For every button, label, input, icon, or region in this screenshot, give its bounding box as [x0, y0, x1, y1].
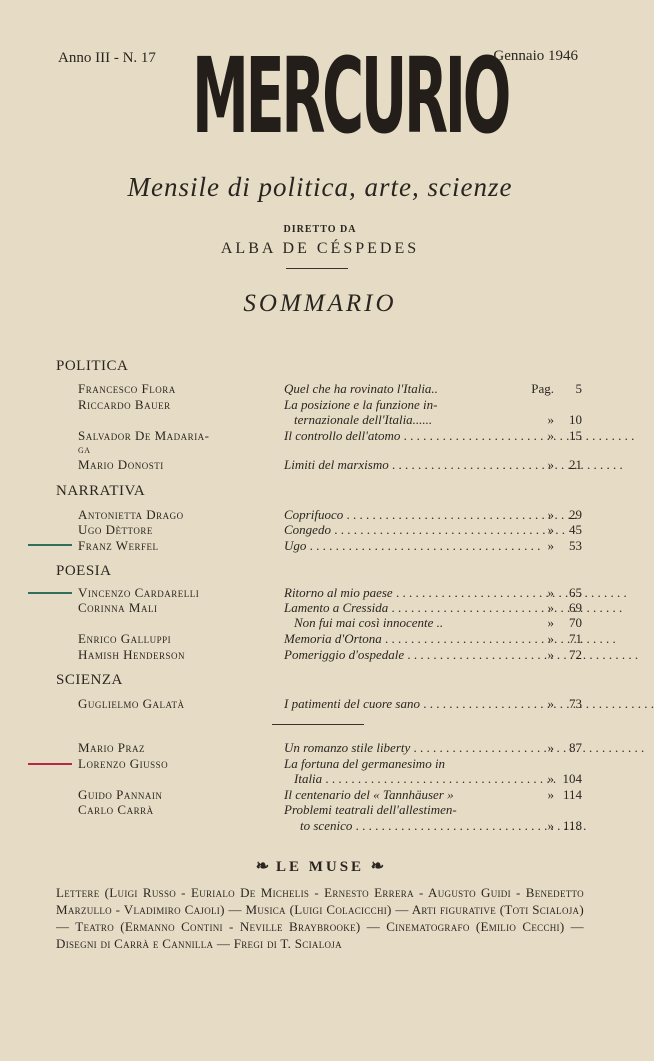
contents-title: SOMMARIO: [243, 290, 397, 317]
page-prefix: »: [547, 428, 554, 443]
page-prefix: »: [547, 457, 554, 472]
page-prefix: »: [547, 585, 554, 600]
author: Riccardo Bauer: [78, 397, 171, 412]
page-number: 87: [569, 740, 582, 755]
divider: [272, 724, 364, 725]
page-prefix: »: [547, 538, 554, 553]
le-muse-title: LE MUSE: [275, 859, 365, 875]
author: Mario Praz: [78, 740, 146, 755]
page-number: 118: [562, 818, 582, 833]
contents-row: [78, 696, 584, 712]
page-number: 65: [569, 585, 582, 600]
section-scienza: SCIENZA: [56, 672, 123, 688]
page-number: 70: [569, 615, 582, 630]
page-prefix: »: [547, 787, 554, 802]
title: La fortuna del germanesimo in: [284, 756, 446, 771]
contents-row: [78, 615, 584, 631]
title: Problemi teatrali dell'allestimen-: [284, 802, 457, 817]
contents-row: [78, 771, 584, 787]
title: Il centenario del « Tannhäuser »: [284, 787, 454, 802]
contents-row: [78, 631, 584, 647]
title: Congedo . . .: [284, 522, 510, 538]
page-number: 29: [569, 507, 582, 522]
page-number: 15: [569, 428, 582, 443]
author: Mario Donosti: [78, 457, 164, 472]
page-number: 72: [569, 647, 582, 662]
author: Guido Pannain: [78, 787, 163, 802]
contents-row: [78, 818, 584, 834]
page-number: 104: [562, 771, 582, 786]
contents-row: [78, 585, 584, 601]
page-number: 71: [569, 631, 582, 646]
author: Francesco Flora: [78, 381, 176, 396]
page-number: 45: [569, 522, 582, 537]
editor-name: ALBA DE CÉSPEDES: [220, 240, 420, 257]
page-prefix: »: [547, 615, 554, 630]
contents-row: [78, 740, 584, 756]
contents-row: [78, 397, 584, 413]
contents-row: [78, 522, 584, 538]
contents-row: [78, 756, 584, 772]
contents-row: [78, 647, 584, 663]
contents-row: [78, 600, 584, 616]
author: Lorenzo Giusso: [78, 756, 169, 771]
author: Vincenzo Cardarelli: [78, 585, 200, 600]
magazine-subtitle: Mensile di politica, arte, scienze: [127, 172, 513, 202]
contents-row: [78, 428, 584, 444]
title: Italia . . .: [294, 771, 510, 787]
issue-number: Anno III - N. 17: [58, 50, 156, 66]
title: Un romanzo stile liberty . . .: [284, 740, 510, 756]
title: La posizione e la funzione in-: [284, 397, 438, 412]
contents-row: [78, 381, 584, 397]
le-muse-heading: [0, 856, 640, 876]
section-poesia: POESIA: [56, 563, 112, 579]
contents-row: [78, 457, 584, 473]
page-prefix: »: [547, 740, 554, 755]
title: Lamento a Cressida . . .: [284, 600, 510, 616]
contents-row: [78, 538, 584, 554]
author: Carlo Carrà: [78, 802, 154, 817]
margin-mark-green: [28, 592, 72, 594]
contents-row: [78, 802, 584, 818]
title: ternazionale dell'Italia......: [294, 412, 433, 427]
author: Franz Werfel: [78, 538, 159, 553]
author: Salvador De Madaria-: [78, 428, 210, 443]
divider: [286, 268, 348, 269]
page-number: 10: [569, 412, 582, 427]
section-politica: POLITICA: [56, 358, 129, 374]
magazine-logo: MERCURIO: [192, 35, 509, 157]
page-prefix: »: [547, 522, 554, 537]
page-prefix: »: [547, 818, 554, 833]
margin-mark-red: [28, 763, 72, 765]
author: Corinna Mali: [78, 600, 158, 615]
title: I patimenti del cuore sano . . .: [284, 696, 510, 712]
title: Pomeriggio d'ospedale . . .: [284, 647, 510, 663]
page-prefix: »: [547, 647, 554, 662]
page-number: 53: [569, 538, 582, 553]
author: Guglielmo Galatà: [78, 696, 185, 711]
page-prefix: »: [547, 600, 554, 615]
page-prefix: »: [547, 507, 554, 522]
margin-mark-green: [28, 544, 72, 546]
page-prefix: »: [547, 771, 554, 786]
author: Hamish Henderson: [78, 647, 186, 662]
page-prefix: Pag.: [531, 381, 554, 396]
title: Coprifuoco . . .: [284, 507, 510, 523]
title: Ritorno al mio paese . . .: [284, 585, 510, 601]
title: Memoria d'Ortona . . .: [284, 631, 510, 647]
page-number: 73: [569, 696, 582, 711]
contents-row: [78, 787, 584, 803]
le-muse-contributors: Lettere (Luigi Russo - Eurialo De Michelis - Ernesto Errera - Augusto Guidi - Benedetto Marzullo - Vladimiro Cajoli) — Musica (Luigi Colacicchi) — Arti figurative (Toti Scialoja) — Teatro (Ermanno Contini - Neville Braybrooke) — Cinematografo (Emilio Cecchi) — Disegni di Carrà e Cannilla — Fregi di T. Scialoja: [56, 885, 584, 951]
contents-row: [78, 412, 584, 428]
issue-date: Gennaio 1946: [493, 48, 578, 64]
title: Limiti del marxismo . . .: [284, 457, 510, 473]
title: Non fui mai così innocente ..: [294, 615, 444, 630]
page-number: 21: [569, 457, 582, 472]
page-prefix: »: [547, 631, 554, 646]
author: Enrico Galluppi: [78, 631, 172, 646]
title: to scenico . . .: [300, 818, 510, 834]
ornament-icon: ❧: [255, 858, 270, 875]
contents-row: [78, 507, 584, 523]
directed-by-label: DIRETTO DA: [283, 224, 357, 235]
ornament-icon: ❧: [370, 858, 385, 875]
title: Quel che ha rovinato l'Italia..: [284, 381, 438, 396]
title: Ugo . . .: [284, 538, 510, 554]
author: ga: [78, 444, 91, 456]
author: Antonietta Drago: [78, 507, 184, 522]
page-prefix: »: [547, 696, 554, 711]
author: Ugo Dèttore: [78, 522, 153, 537]
title: Il controllo dell'atomo . . .: [284, 428, 510, 444]
page-number: 114: [562, 787, 582, 802]
section-narrativa: NARRATIVA: [56, 483, 146, 499]
page-prefix: »: [547, 412, 554, 427]
page-number: 69: [569, 600, 582, 615]
page-number: 5: [575, 381, 582, 396]
